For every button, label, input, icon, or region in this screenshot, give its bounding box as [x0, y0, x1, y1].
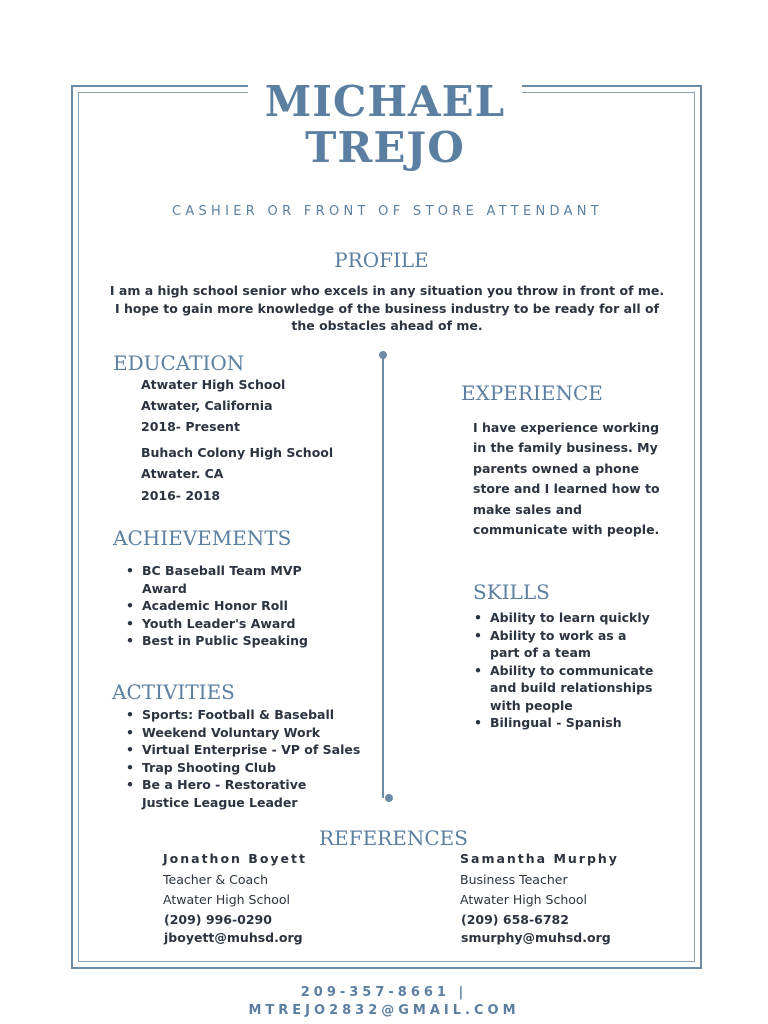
- name-last: TREJO: [305, 123, 465, 172]
- education-school: Buhach Colony High School: [141, 445, 334, 460]
- reference-phone: (209) 996-0290: [164, 912, 272, 927]
- experience-heading: EXPERIENCE: [461, 381, 603, 405]
- reference-phone: (209) 658-6782: [461, 912, 569, 927]
- divider-dot-top: [379, 351, 387, 359]
- list-item: • Bilingual - Spanish: [474, 714, 674, 732]
- list-item: • Sports: Football & Baseball: [126, 706, 376, 724]
- column-divider: [382, 358, 384, 798]
- list-item: • Best in Public Speaking: [126, 632, 346, 650]
- reference-email: smurphy@muhsd.org: [461, 930, 611, 945]
- list-item: • BC Baseball Team MVP Award: [126, 562, 346, 597]
- profile-text: I am a high school senior who excels in any situation you throw in front of me. I hope to gain more knowledge of the business industry to be ready for all of the obstacles ahead of me.: [109, 283, 665, 333]
- reference-org: Atwater High School: [163, 892, 291, 907]
- list-item: • Be a Hero - Restorative Justice League Leader: [126, 776, 356, 811]
- education-school: Atwater High School: [141, 377, 286, 392]
- list-item: • Weekend Voluntary Work: [126, 724, 376, 742]
- reference-org: Atwater High School: [460, 892, 588, 907]
- reference-title: Business Teacher: [460, 872, 568, 887]
- reference-title: Teacher & Coach: [163, 872, 269, 887]
- list-item: • Ability to communicate and build relationships with people: [474, 662, 664, 715]
- list-item: • Virtual Enterprise - VP of Sales: [126, 741, 376, 759]
- list-item: • Youth Leader's Award: [126, 615, 346, 633]
- reference-name: Jonathon Boyett: [163, 851, 307, 866]
- education-location: Atwater, California: [141, 398, 273, 413]
- education-years: 2018- Present: [141, 419, 240, 434]
- education-years: 2016- 2018: [141, 488, 221, 503]
- list-item: • Trap Shooting Club: [126, 759, 376, 777]
- job-title: CASHIER OR FRONT OF STORE ATTENDANT: [171, 204, 604, 219]
- achievements-heading: ACHIEVEMENTS: [113, 526, 292, 550]
- activities-heading: ACTIVITIES: [112, 680, 235, 704]
- contact-email: MTREJO2832@GMAIL.COM: [248, 1003, 520, 1018]
- activities-list: [126, 706, 376, 811]
- experience-text: I have experience working in the family business. My parents owned a phone store and I learned how to make sales and communicate with people.: [473, 420, 660, 538]
- education-heading: EDUCATION: [113, 351, 245, 375]
- list-item: • Ability to learn quickly: [474, 609, 674, 627]
- skills-heading: SKILLS: [473, 580, 550, 604]
- profile-heading: PROFILE: [334, 248, 429, 272]
- reference-email: jboyett@muhsd.org: [164, 930, 303, 945]
- name-first: MICHAEL: [264, 77, 506, 126]
- contact-phone: 209-357-8661 |: [300, 985, 468, 1000]
- list-item: • Ability to work as a part of a team: [474, 627, 654, 662]
- achievements-list: [126, 562, 346, 650]
- skills-list: [474, 609, 674, 732]
- divider-dot-bottom: [385, 794, 393, 802]
- list-item: • Academic Honor Roll: [126, 597, 346, 615]
- references-heading: REFERENCES: [319, 826, 468, 850]
- education-location: Atwater. CA: [141, 466, 224, 481]
- reference-name: Samantha Murphy: [460, 851, 619, 866]
